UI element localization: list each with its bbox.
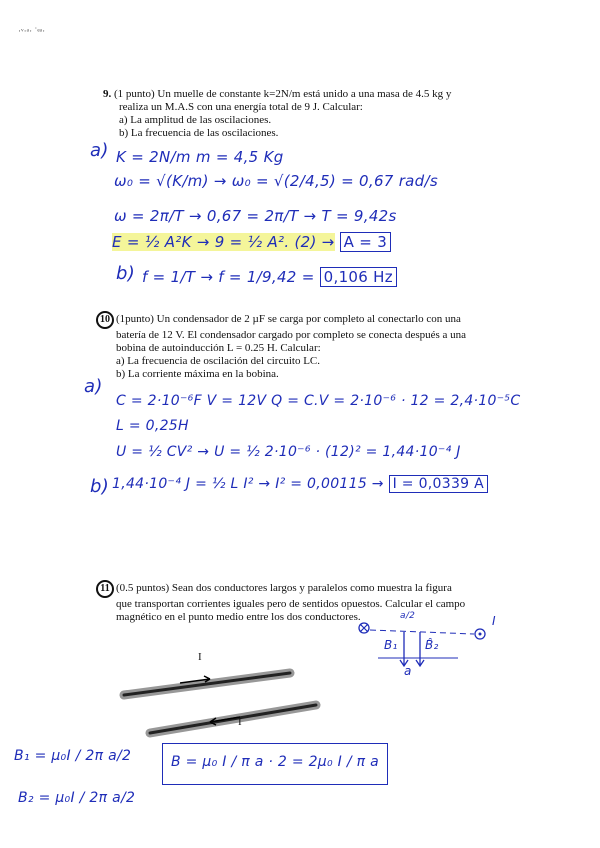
q10-label-b: b) [90, 476, 110, 497]
q9-work-line5 [142, 268, 397, 286]
question-9-number: 9. [103, 88, 112, 100]
q11-result-formula: B = µ₀ I / π a · 2 = 2µ₀ I / π a [171, 754, 379, 770]
q9-work-line3: ω = 2π/T → 0,67 = 2π/T → T = 9,42s [114, 207, 397, 225]
field-b1-arrow [400, 632, 408, 666]
q10-label-a: a) [84, 376, 103, 397]
q11-b2-formula: B₂ = µ₀I / 2π a/2 [18, 790, 136, 806]
q9-result-amplitude: A = 3 [340, 232, 391, 252]
q9-work-line4 [112, 233, 391, 251]
field-b2-arrow [416, 632, 424, 666]
question-10-lead: (1punto) Un condensador de 2 µF se carga por completo al conectarlo con una [116, 313, 461, 325]
dot-mark-icon [479, 633, 482, 636]
question-10-part-b: b) La corriente máxima en la bobina. [116, 368, 279, 380]
question-10 [96, 311, 556, 381]
q11-b1-formula: B₁ = µ₀I / 2π a/2 [14, 748, 132, 764]
question-11-lead: (0.5 puntos) Sean dos conductores largos y paralelos como muestra la figura [116, 582, 452, 594]
q9-work-line1: K = 2N/m m = 4,5 Kg [116, 148, 284, 166]
figure-label-top-current: I [198, 651, 202, 663]
question-11-line2: que transportan corrientes iguales pero de sentidos opuestos. Calcular el campo [116, 598, 466, 610]
q10-work-line1: C = 2·10⁻⁶F V = 12V Q = C.V = 2·10⁻⁶ · 12 = 2,4·10⁻⁵C [116, 393, 521, 409]
corner-mark: ·ᵛ·ᵃ· ˙ᵉᵃ· [18, 26, 46, 36]
conductor-bottom [150, 705, 316, 733]
q9-result-frequency: 0,106 Hz [320, 267, 397, 287]
sketch-label-half-a: a/2 [400, 611, 416, 621]
q11-result-box [162, 743, 388, 785]
question-10-line3: bobina de autoinducción L = 0.25 H. Calcular: [116, 342, 321, 354]
sketch-label-b2: B̂₂ [425, 638, 439, 652]
q9-work-line2: ω₀ = √(K/m) → ω₀ = √(2/4,5) = 0,67 rad/s [114, 172, 438, 190]
q10-current-formula: 1,44·10⁻⁴ J = ½ L I² → I² = 0,00115 → [112, 476, 384, 492]
question-9 [103, 88, 553, 140]
q9-label-b: b) [116, 263, 136, 284]
sketch-label-a: a [404, 664, 412, 678]
conductors-figure [110, 655, 330, 745]
q9-frequency-formula: f = 1/T → f = 1/9,42 = [142, 268, 315, 286]
question-10-line2: batería de 12 V. El condensador cargado por completo se conecta después a una [116, 329, 467, 341]
question-9-line2: realiza un M.A.S con una energía total de 9 J. Calcular: [119, 101, 363, 113]
question-9-part-b: b) La frecuencia de las oscilaciones. [119, 127, 279, 139]
q10-result-current: I = 0,0339 A [389, 475, 488, 493]
question-9-part-a: a) La amplitud de las oscilaciones. [119, 114, 272, 126]
question-10-number: 10 [96, 311, 114, 329]
question-9-lead: (1 punto) Un muelle de constante k=2N/m está unido a una masa de 4.5 kg y [114, 88, 452, 100]
question-11-line3: magnético en el punto medio entre los dos conductores. [116, 611, 361, 623]
question-11-number: 11 [96, 580, 114, 598]
sketch-label-current: I [492, 614, 496, 628]
cross-mark-icon [360, 624, 368, 632]
q10-work-line4 [112, 476, 488, 492]
energy-formula-highlight: E = ½ A²K → 9 = ½ A². (2) → [112, 233, 335, 251]
q10-work-line3: U = ½ CV² → U = ½ 2·10⁻⁶ · (12)² = 1,44·10⁻⁴ J [116, 444, 461, 460]
separation-line [370, 630, 474, 634]
question-10-part-a: a) La frecuencia de oscilación del circuito LC. [116, 355, 321, 367]
q9-label-a: a) [90, 140, 109, 161]
conductor-top [124, 673, 290, 695]
q10-work-line2: L = 0,25H [116, 418, 189, 434]
figure-label-bottom-current: I [238, 716, 242, 728]
sketch-label-b1: B₁ [384, 638, 398, 652]
